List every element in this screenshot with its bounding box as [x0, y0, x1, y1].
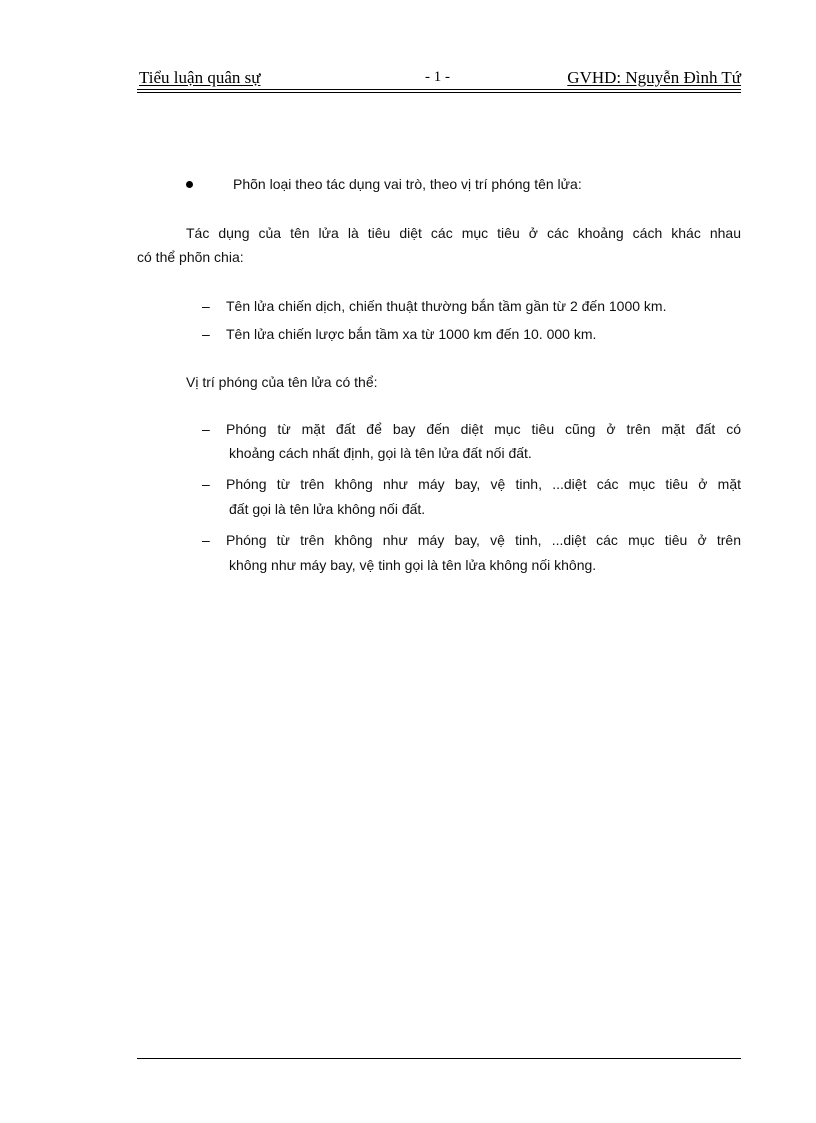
list-item: Tên lửa chiến lược bắn tầm xa từ 1000 km đến 10. 000 km.: [226, 326, 597, 342]
bullet-heading: Phõn loại theo tác dụng vai trò, theo vị trí phóng tên lửa:: [233, 176, 582, 192]
bullet-icon: [186, 181, 193, 188]
header-left-title: Tiểu luận quân sự: [139, 68, 261, 87]
list-item-line-1: Phóng từ mặt đất để bay đến diệt mục tiêu cũng ở trên mặt đất có: [226, 421, 741, 437]
header-page-number: - 1 -: [425, 69, 450, 85]
list-item-line-1: Phóng từ trên không như máy bay, vệ tinh, ...diệt các mục tiêu ở mặt: [226, 476, 741, 492]
list-item-line-2: không như máy bay, vệ tinh gọi là tên lửa không nối không.: [229, 557, 597, 573]
paragraph-1-line-1: Tác dụng của tên lửa là tiêu diệt các mục tiêu ở các khoảng cách khác nhau: [186, 225, 741, 241]
header-rule-top: [137, 89, 741, 90]
footer-rule: [137, 1058, 741, 1059]
page-header: [137, 66, 741, 90]
header-right-title: GVHD: Nguyễn Đình Tứ: [567, 68, 741, 87]
dash-icon: –: [202, 532, 210, 548]
list-item-line-1: Phóng từ trên không như máy bay, vệ tinh, ...diệt các mục tiêu ở trên: [226, 532, 741, 548]
list-item: Tên lửa chiến dịch, chiến thuật thường bắn tầm gần từ 2 đến 1000 km.: [226, 298, 667, 314]
dash-icon: –: [202, 421, 210, 437]
dash-icon: –: [202, 476, 210, 492]
paragraph-2: Vị trí phóng của tên lửa có thể:: [186, 374, 378, 390]
header-rule-bottom: [137, 92, 741, 93]
list-item-line-2: khoảng cách nhất định, gọi là tên lửa đất nối đất.: [229, 445, 532, 461]
list-item-line-2: đất gọi là tên lửa không nối đất.: [229, 501, 426, 517]
dash-icon: –: [202, 298, 210, 314]
dash-icon: –: [202, 326, 210, 342]
paragraph-1-line-2: có thể phõn chia:: [137, 249, 244, 265]
